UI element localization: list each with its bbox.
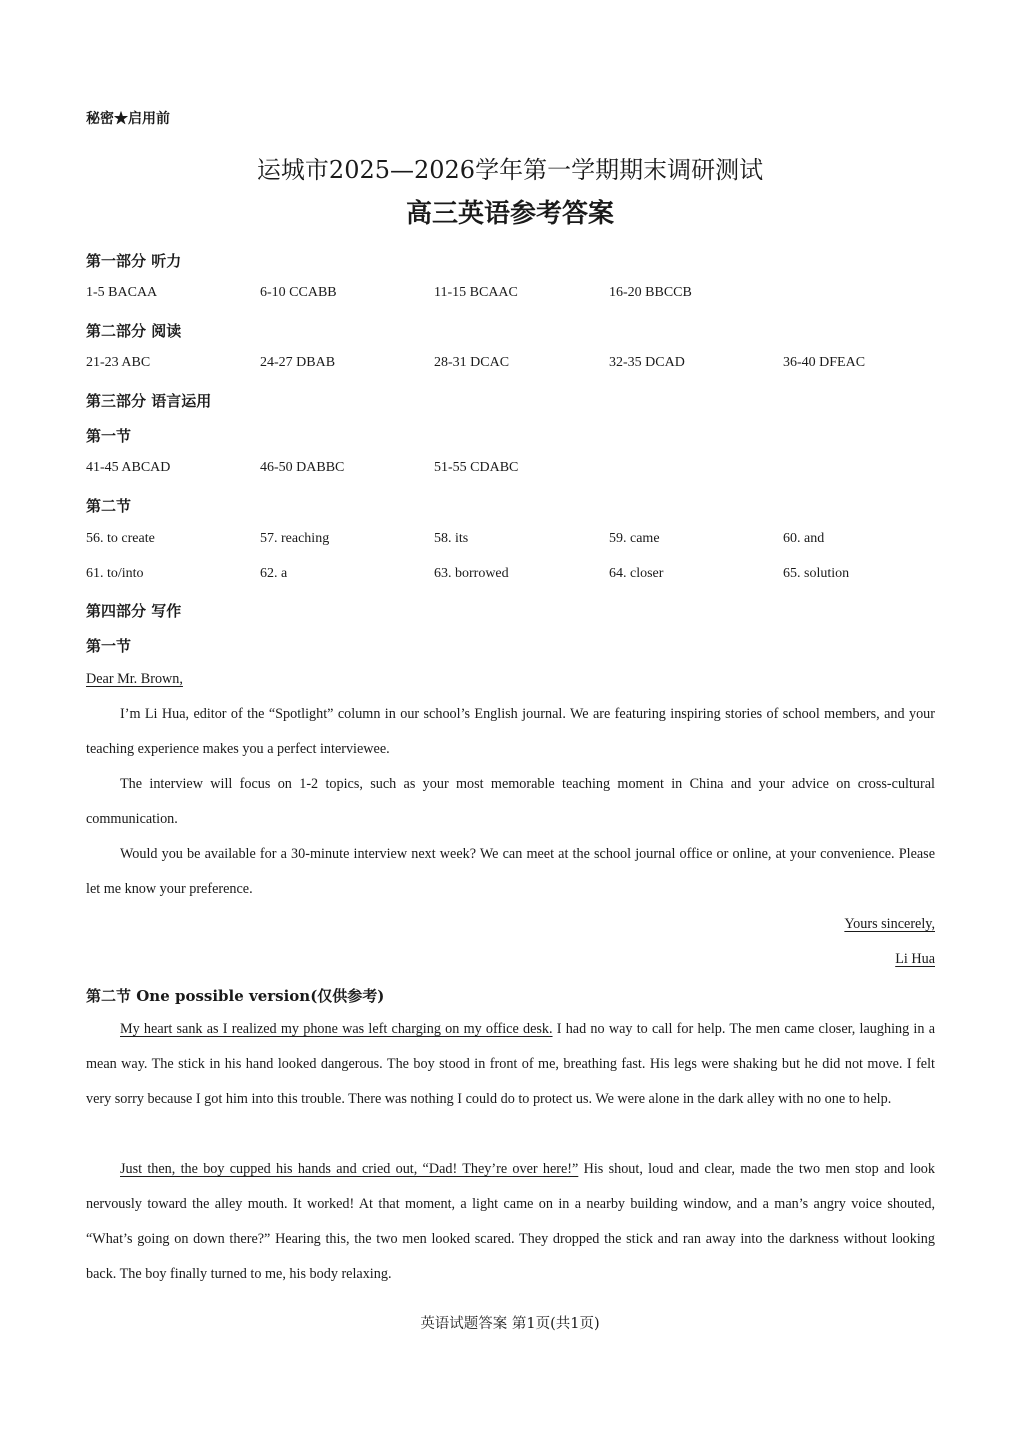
letter-closing [600,916,935,933]
letter-paragraph: The interview will focus on 1-2 topics, such as your most memorable teaching moment in China and your advice on cross-cultural communication. [86,776,935,827]
part4-section1-heading: 第一节 [86,637,132,655]
story-body: His shout, loud and clear, made the two men stop and look nervously toward the alley mouth. It worked! At that moment, a light came on in a nearby building window, and a man’s angry voice shouted, “What’s going on down there?” Hearing this, the two men looked scared. They dropped the stick and ran away into the darkness without looking back. The boy finally turned to me, his body relaxing. [86,1161,935,1282]
letter-paragraph: Would you be available for a 30-minute interview next week? We can meet at the school journal office or online, at your convenience. Please let me know your preference. [86,846,935,897]
part4-section2-heading: 第二节 One possible version(仅供参考) [86,987,385,1005]
story-lead-sentence: Just then, the boy cupped his hands and cried out, “Dad! They’re over here!” [120,1161,579,1177]
part1-heading: 第一部分 听力 [86,252,182,270]
answer-group: 32-35 DCAD [609,355,685,370]
page-footer: 英语试题答案 第1页(共1页) [420,1316,600,1332]
answer-group: 41-45 ABCAD [86,460,171,475]
letter-signature [600,951,935,968]
answer-group: 11-15 BCAAC [434,285,518,300]
answer-group: 21-23 ABC [86,355,151,370]
answer-item: 62. a [260,566,288,581]
signature-text: Li Hua [895,951,935,967]
story-paragraph [86,1012,935,1117]
letter-salutation [86,671,183,688]
answer-group: 46-50 DABBC [260,460,345,475]
part4-heading: 第四部分 写作 [86,602,182,620]
answer-group: 28-31 DCAC [434,355,510,370]
answer-group: 51-55 CDABC [434,460,519,475]
answer-group: 1-5 BACAA [86,285,158,300]
part3-section1-heading: 第一节 [86,427,132,445]
part3-section1-answer-row [86,460,966,482]
answer-item: 65. solution [783,566,850,581]
part3-section2-answer-row [86,566,966,588]
answer-item: 64. closer [609,566,664,581]
answer-group: 16-20 BBCCB [609,285,692,300]
answer-item: 59. came [609,531,660,546]
letter-paragraph: I’m Li Hua, editor of the “Spotlight” column in our school’s English journal. We are featuring inspiring stories of school members, and your teaching experience makes you a perfect interviewee. [86,706,935,757]
confidential-label: 秘密★启用前 [86,111,170,127]
answer-group: 6-10 CCABB [260,285,337,300]
answer-group: 24-27 DBAB [260,355,336,370]
part2-answer-row [86,355,966,377]
answer-item: 56. to create [86,531,155,546]
answer-item: 60. and [783,531,825,546]
story-paragraph [86,1152,935,1292]
part3-section2-heading: 第二节 [86,497,132,515]
exam-title: 运城市2025—2026学年第一学期期末调研测试 [256,156,764,184]
part3-heading: 第三部分 语言运用 [86,392,212,410]
part1-answer-row [86,285,966,307]
answer-item: 57. reaching [260,531,330,546]
story-lead-sentence: My heart sank as I realized my phone was left charging on my office desk. [120,1021,553,1037]
closing-text: Yours sincerely, [844,916,935,932]
answer-item: 63. borrowed [434,566,509,581]
answer-key-title: 高三英语参考答案 [405,199,614,229]
answer-item: 61. to/into [86,566,144,581]
answer-group: 36-40 DFEAC [783,355,866,370]
part3-section2-answer-row [86,531,966,553]
part2-heading: 第二部分 阅读 [86,322,182,340]
salutation-text: Dear Mr. Brown, [86,671,183,687]
answer-item: 58. its [434,531,469,546]
story-body: I had no way to call for help. The men came closer, laughing in a mean way. The stick in his hand looked dangerous. The boy stood in front of me, breathing fast. His legs were shaking but he did not move. I felt very sorry because I got him into this trouble. There was nothing I could do to protect us. We were alone in the dark alley with no one to help. [86,1021,935,1107]
